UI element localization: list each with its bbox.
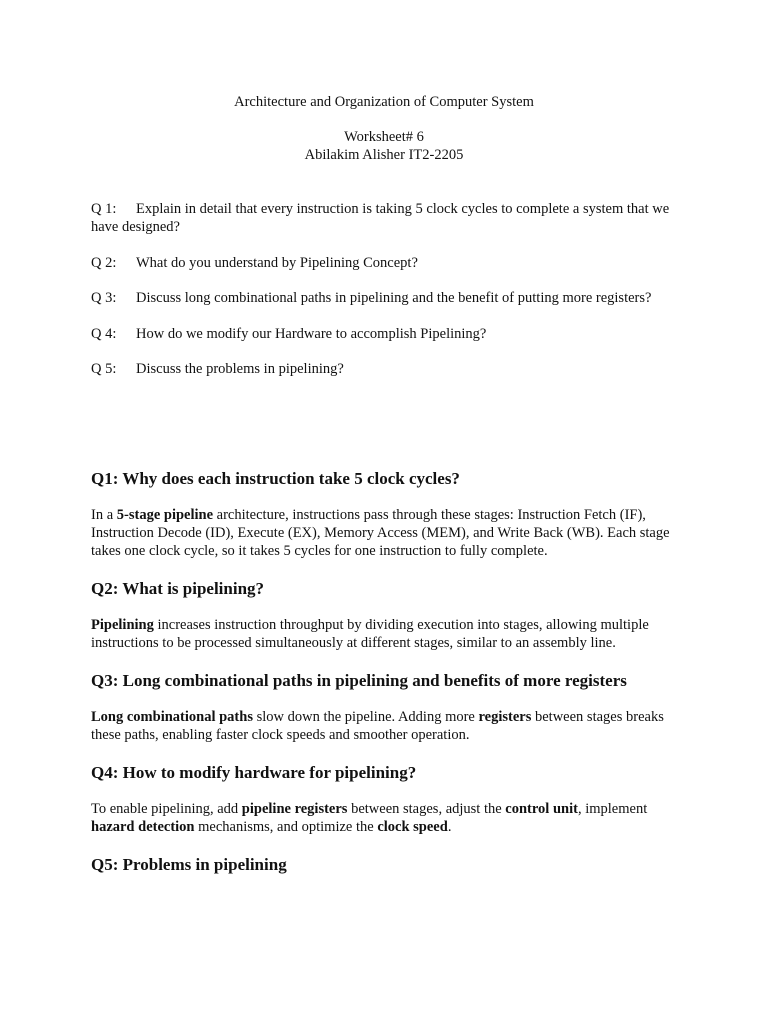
answer-paragraph-1 — [91, 507, 681, 560]
question-text: Explain in detail that every instruction is taking 5 clock cycles to complete a system that we have designed? — [91, 201, 670, 235]
bold-term: 5-stage pipeline — [116, 507, 214, 523]
bold-term: pipeline registers — [241, 801, 348, 817]
answer-paragraph-2 — [91, 617, 681, 653]
question-number: Q 1: — [91, 201, 117, 217]
question-text: What do you understand by Pipelining Concept? — [136, 255, 418, 271]
text-run: between stages, adjust the — [347, 801, 506, 817]
text-run: increases instruction throughput by dividing execution into stages, allowing multiple instructions to be processed simultaneously at different stages, similar to an assembly line. — [91, 617, 649, 651]
text-run: , implement — [577, 801, 648, 817]
author-line: Abilakim Alisher IT2-2205 — [304, 147, 464, 163]
text-run: To enable pipelining, add — [91, 801, 242, 817]
question-number: Q 3: — [91, 290, 117, 306]
text-run: between stages breaks these paths, enabling faster clock speeds and smoother operation. — [91, 709, 664, 743]
text-run: In a — [91, 507, 117, 523]
answer-heading-5: Q5: Problems in pipelining — [91, 855, 287, 874]
bold-term: control unit — [505, 801, 578, 817]
answer-paragraph-3 — [91, 709, 681, 745]
answer-paragraph-4 — [91, 801, 681, 837]
worksheet-number: Worksheet# 6 — [344, 129, 424, 145]
question-number: Q 5: — [91, 361, 117, 377]
bold-term: Long combinational paths — [91, 709, 253, 725]
answer-heading-3: Q3: Long combinational paths in pipelining and benefits of more registers — [91, 671, 627, 690]
question-1 — [91, 201, 681, 236]
answer-heading-4: Q4: How to modify hardware for pipelining? — [91, 763, 417, 782]
question-2 — [91, 255, 681, 273]
bold-term: hazard detection — [91, 818, 195, 835]
question-4 — [91, 326, 681, 344]
text-run: mechanisms, and optimize the — [194, 818, 378, 835]
bold-term: clock speed — [377, 818, 448, 835]
course-title: Architecture and Organization of Computer System — [234, 94, 534, 110]
text-run: slow down the pipeline. Adding more — [252, 709, 479, 725]
question-text: Discuss the problems in pipelining? — [136, 361, 344, 377]
answer-heading-2: Q2: What is pipelining? — [91, 579, 265, 598]
question-number: Q 2: — [91, 255, 117, 271]
question-text: How do we modify our Hardware to accomplish Pipelining? — [136, 326, 487, 342]
bold-term: registers — [478, 709, 532, 725]
question-3 — [91, 290, 681, 308]
answer-heading-1: Q1: Why does each instruction take 5 clock cycles? — [91, 469, 460, 488]
question-number: Q 4: — [91, 326, 117, 342]
text-run: . — [447, 818, 452, 835]
text-run: architecture, instructions pass through these stages: Instruction Fetch (IF), Instruction Decode (ID), Execute (EX), Memory Access (MEM), and Write Back (WB). Each stage takes one clock cycle, so it takes 5 cycles for one instruction to fully complete. — [91, 507, 670, 559]
question-5 — [91, 361, 681, 379]
bold-term: Pipelining — [91, 617, 154, 633]
question-text: Discuss long combinational paths in pipelining and the benefit of putting more registers? — [136, 290, 652, 306]
